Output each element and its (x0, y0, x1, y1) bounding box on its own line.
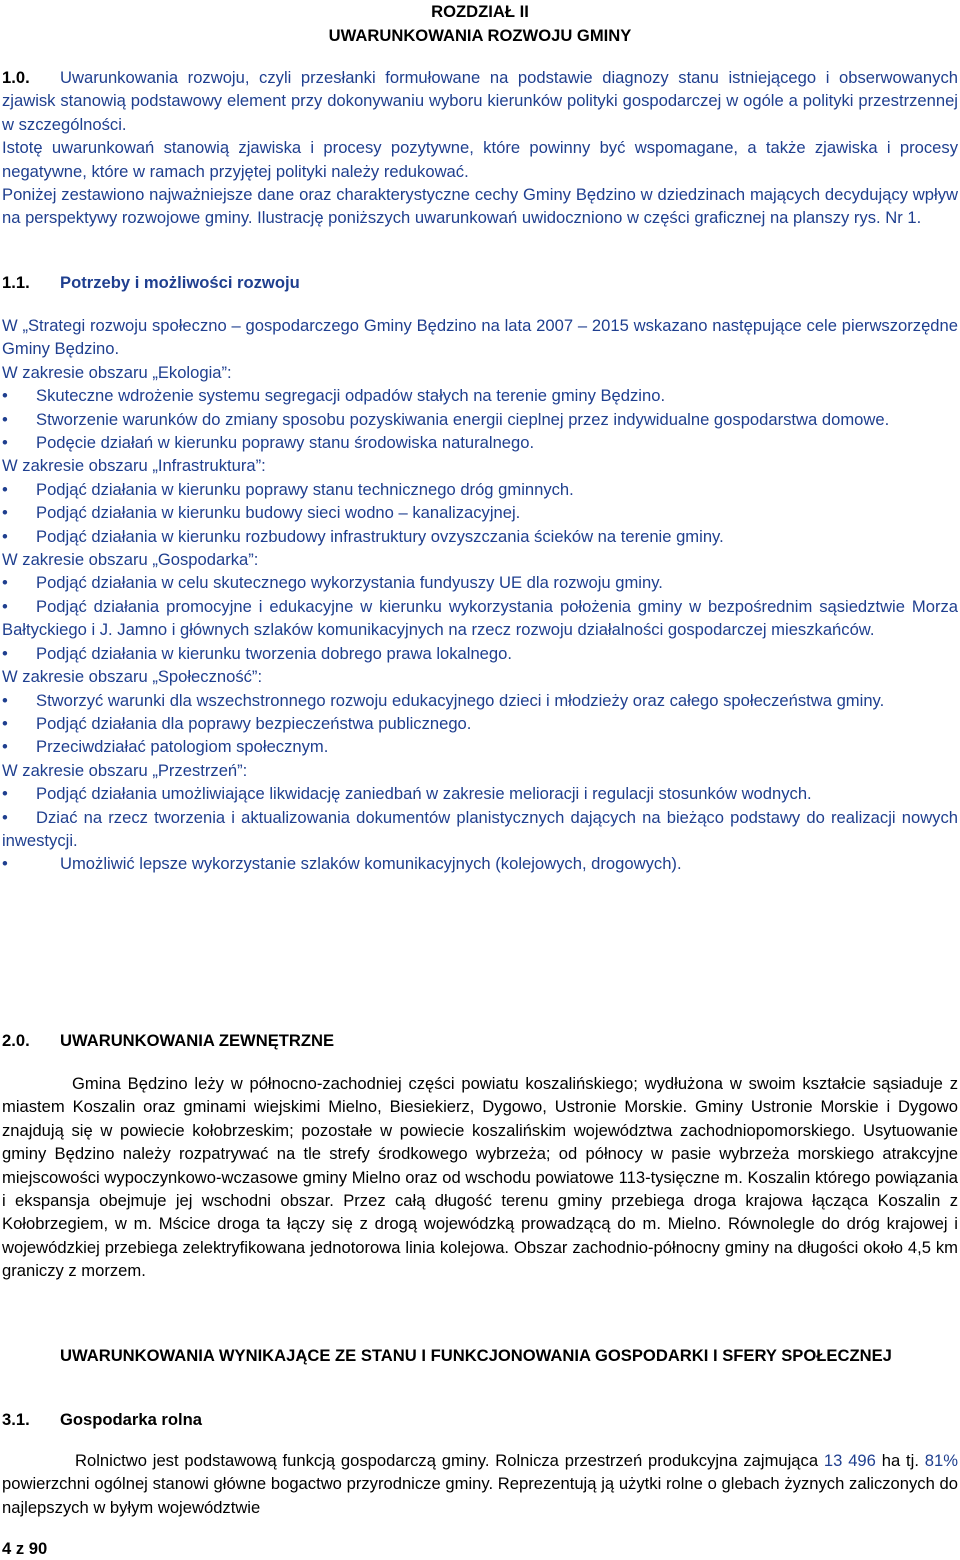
list-item-text: Umożliwić lepsze wykorzystanie szlaków komunikacyjnych (kolejowych, drogowych). (60, 854, 682, 874)
section-1-1-body (2, 314, 958, 876)
section-title: Gospodarka rolna (60, 1410, 203, 1429)
list-item (2, 431, 958, 454)
section-3-1-heading (2, 1408, 958, 1431)
bullet-icon: • (2, 807, 8, 827)
section-3-0-heading (2, 1344, 960, 1367)
list-item (2, 735, 958, 758)
list-item (2, 806, 958, 853)
section-3-1-body (2, 1449, 958, 1519)
area-list-ekologia (2, 384, 958, 454)
list-item (2, 712, 958, 735)
section-2-0-body: Gmina Będzino leży w północno-zachodniej części powiatu koszalińskiego; wydłużona w swoim kształcie sąsiaduje z miastem Koszalin oraz gminami wiejskimi Mielno, Biesiekierz, Dygowo, Ustronie Morskie. Gminy Ustronie Morskie i Dygowo znajdują się w powiecie kołobrzeskim; pozostałe w powiecie koszalińskim województwa zachodniopomorskiego. Usytuowanie gminy Będzino należy rozpatrywać na tle strefy środkowego wybrzeża; od północy w pasie wybrzeża morskiego atrakcyjne miejscowości wypoczynkowo-wczasowe gminy Mielno oraz od wschodu powiatowe 113-tysięczne m. Koszalin którego powiązania i ekspansja obejmuje jej wschodni obszar. Przez całą długość terenu gminy przebiega droga krajowa łącząca Koszalin z Kołobrzegiem, w m. Mścice droga ta łączy się z drogą wojewódzką prowadzącą do m. Mielno. Równolegle do dróg krajowej i wojewódzkiej przebiega zelektryfikowana jednotorowa linia kolejowa. Obszar zachodnio-północny gminy na długości około 4,5 km graniczy z morzem. (2, 1074, 958, 1281)
paragraph-text: powierzchni ogólnej stanowi główne bogactwo przyrodnicze gminy. Reprezentują ją użytki rolne o glebach żyznych zaliczonych do najlepszych w byłym województwie (2, 1474, 958, 1517)
list-item (2, 478, 958, 501)
list-item (2, 571, 958, 594)
list-item-text: Podjąć działania w kierunku tworzenia dobrego prawa lokalnego. (36, 643, 512, 663)
list-item (2, 689, 958, 712)
paragraph-text: Rolnictwo jest podstawową funkcją gospodarczą gminy. Rolnicza przestrzeń produkcyjna zajmująca (75, 1451, 824, 1470)
list-item (2, 408, 958, 431)
list-item (2, 501, 958, 524)
bullet-icon: • (2, 526, 8, 546)
list-item (2, 852, 958, 875)
bullet-icon: • (2, 573, 8, 593)
bullet-icon: • (2, 433, 8, 453)
area-list-gospodarka (2, 571, 958, 665)
list-item-text: Stworzenie warunków do zmiany sposobu pozyskiwania energii cieplnej przez indywidualne gospodarstwa domowe. (36, 409, 890, 429)
section-2-0-heading (2, 1029, 958, 1052)
area-list-przestrzen (2, 782, 958, 876)
area-value: 13 496 (823, 1451, 876, 1470)
percent-value: 81% (924, 1451, 958, 1470)
area-heading-spolecznosc: W zakresie obszaru „Społeczność”: (2, 667, 263, 687)
section-1-1-heading (2, 271, 958, 294)
list-item-text: Podjąć działania w kierunku poprawy stanu technicznego dróg gminnych. (36, 479, 574, 499)
paragraph-text: Uwarunkowania rozwoju, czyli przesłanki formułowane na podstawie diagnozy stanu istniejącego i obserwowanych zjawisk stanowią podstawowy element przy dokonywaniu wyboru kierunków polityki gospodarczej w ogóle a polityki przestrzennej w szczególności. (2, 68, 958, 134)
list-item-text: Stworzyć warunki dla wszechstronnego rozwoju edukacyjnego dzieci i młodzieży oraz całego społeczeństwa gminy. (36, 690, 885, 710)
list-item-text: Podjąć działania promocyjne i edukacyjne w kierunku wykorzystania położenia gminy w bezpośrednim sąsiedztwie Morza Bałtyckiego i J. Jamno i głównych szlaków komunikacyjnych na rzecz rozwoju działalności gospodarczej mieszkańców. (2, 596, 958, 640)
bullet-icon: • (2, 503, 8, 523)
bullet-icon: • (2, 409, 8, 429)
page-number: 4 z 90 (2, 1539, 48, 1558)
section-title: UWARUNKOWANIA ZEWNĘTRZNE (60, 1031, 335, 1050)
list-item-text: Podjąć działania w kierunku budowy sieci wodno – kanalizacyjnej. (36, 503, 521, 523)
list-item (2, 525, 958, 548)
bullet-icon: • (2, 596, 8, 616)
section-number: 1.0. (2, 68, 30, 87)
area-heading-gospodarka: W zakresie obszaru „Gospodarka”: (2, 550, 259, 570)
paragraph-text: ha tj. (875, 1451, 925, 1470)
bullet-icon: • (2, 713, 8, 733)
list-item (2, 642, 958, 665)
bullet-icon: • (2, 737, 8, 757)
area-heading-ekologia: W zakresie obszaru „Ekologia”: (2, 362, 232, 382)
section-number: 3.1. (2, 1410, 30, 1429)
bullet-icon: • (2, 386, 8, 406)
list-item-text: Podjąć działania w celu skutecznego wykorzystania fundyuszy UE dla rozwoju gminy. (36, 573, 663, 593)
list-item-text: Podjąć działania w kierunku rozbudowy infrastruktury ovzyszczania ścieków na terenie gminy. (36, 526, 724, 546)
section-number (2, 1344, 60, 1367)
section-1-0-p3: Poniżej zestawiono najważniejsze dane oraz charakterystyczne cechy Gminy Będzino w dziedzinach mających decydujący wpływ na perspektywy rozwojowe gminy. Ilustrację poniższych uwarunkowań uwidoczniono w części graficznej na planszy rys. Nr 1. (2, 185, 958, 228)
list-item-text: Przeciwdziałać patologiom społecznym. (36, 737, 329, 757)
list-item-text: Podjąć działania umożliwiające likwidację zaniedbań w zakresie melioracji i regulacji stosunków wodnych. (36, 784, 812, 804)
strategy-intro: W „Strategi rozwoju społeczno – gospodarczego Gminy Będzino na lata 2007 – 2015 wskazano następujące cele pierwszorzędne Gminy Będzino. (2, 316, 958, 359)
list-item-text: Podjąć działania dla poprawy bezpieczeństwa publicznego. (36, 713, 472, 733)
chapter-title: UWARUNKOWANIA ROZWOJU GMINY (328, 26, 632, 45)
area-heading-infrastruktura: W zakresie obszaru „Infrastruktura”: (2, 456, 266, 476)
bullet-icon: • (2, 854, 8, 874)
section-title: UWARUNKOWANIA WYNIKAJĄCE ZE STANU I FUNKCJONOWANIA GOSPODARKI I SFERY SPOŁECZNEJ (60, 1346, 892, 1365)
area-heading-przestrzen: W zakresie obszaru „Przestrzeń”: (2, 760, 248, 780)
area-list-infrastruktura (2, 478, 958, 548)
section-1-0-p1 (2, 66, 958, 136)
list-item (2, 384, 958, 407)
list-item (2, 782, 958, 805)
bullet-icon: • (2, 479, 8, 499)
bullet-icon: • (2, 643, 8, 663)
list-item-text: Skuteczne wdrożenie systemu segregacji odpadów stałych na terenie gminy Będzino. (36, 386, 666, 406)
section-title: Potrzeby i możliwości rozwoju (60, 273, 300, 292)
list-item-text: Dziać na rzecz tworzenia i aktualizowania dokumentów planistycznych dających na bieżąco podstawy do realizacji nowych inwestycji. (2, 807, 958, 850)
chapter-label: ROZDZIAŁ II (431, 2, 529, 21)
bullet-icon: • (2, 784, 8, 804)
section-1-0-p2: Istotę uwarunkowań stanowią zjawiska i procesy pozytywne, które powinny być wspomagane, a także zjawiska i procesy negatywne, które w ramach przyjętej polityki należy redukować. (2, 138, 958, 181)
section-number: 2.0. (2, 1031, 30, 1050)
section-number: 1.1. (2, 273, 30, 292)
area-list-spolecznosc (2, 689, 958, 759)
section-1-0 (2, 66, 958, 230)
list-item (2, 595, 958, 642)
bullet-icon: • (2, 690, 8, 710)
list-item-text: Podęcie działań w kierunku poprawy stanu środowiska naturalnego. (36, 433, 535, 453)
